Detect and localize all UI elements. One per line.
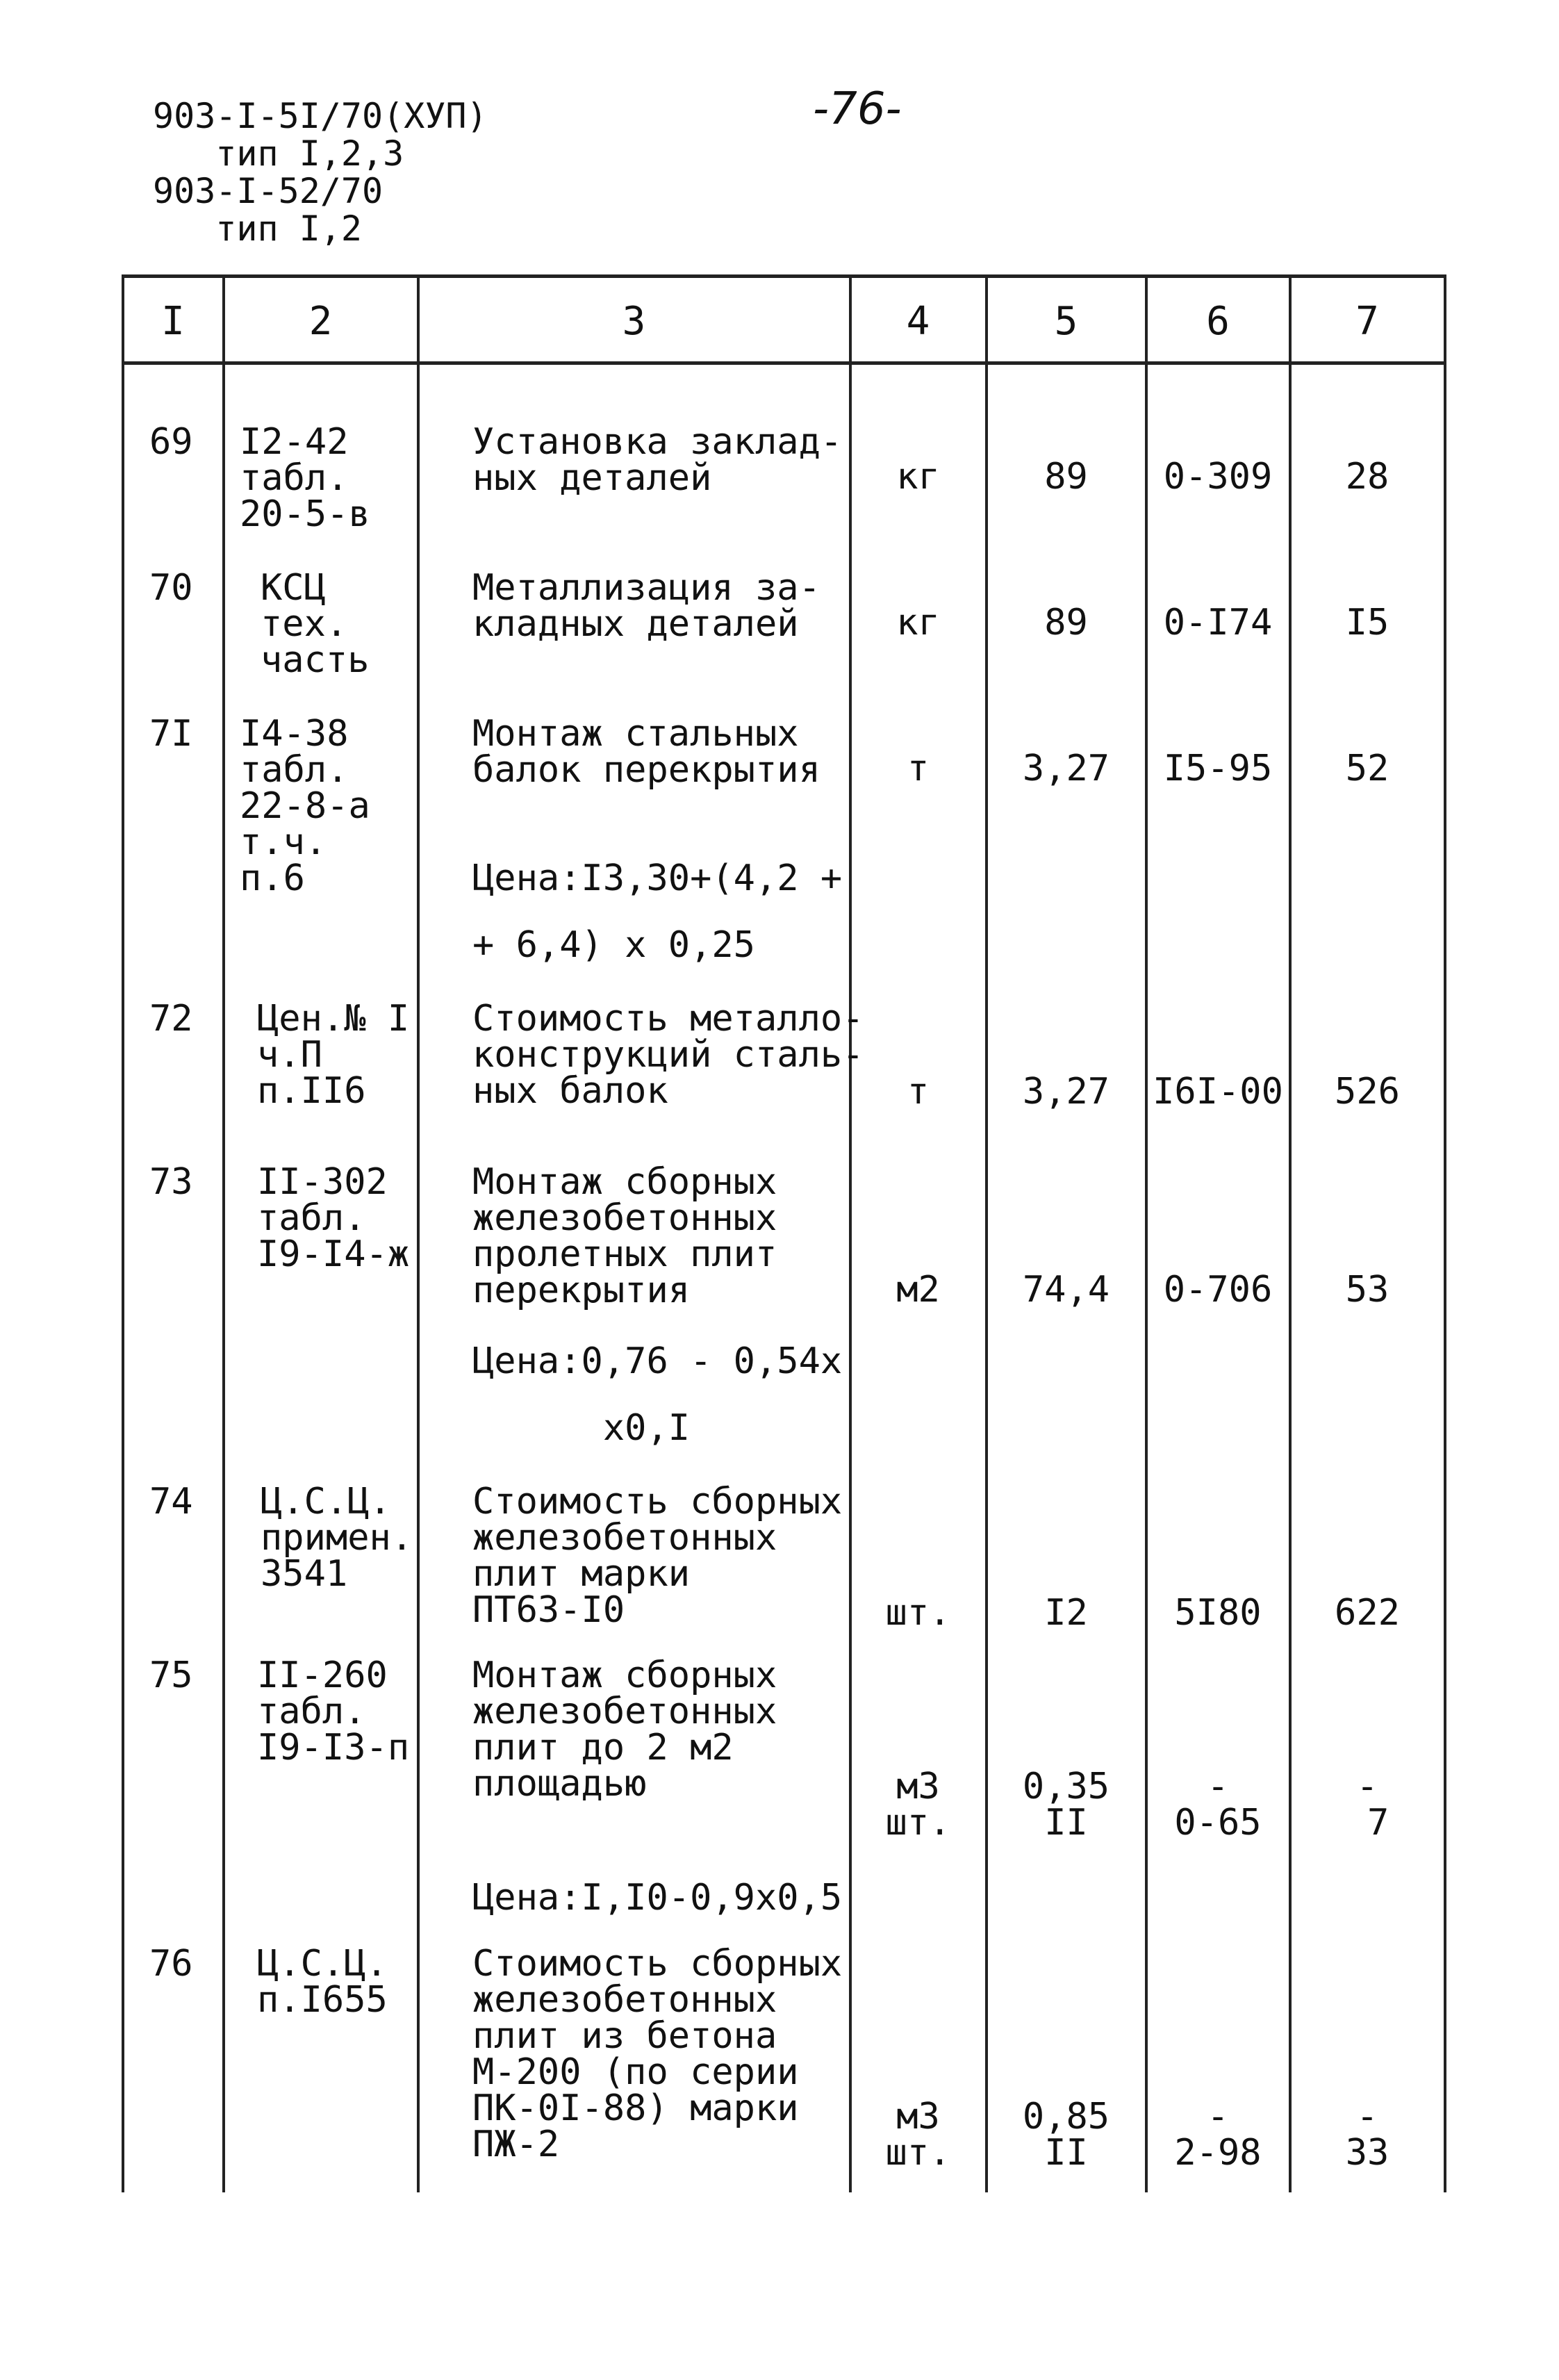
unit: т xyxy=(907,1071,930,1113)
page-number: -76- xyxy=(813,83,902,135)
document-code-line: 903-I-52/70 xyxy=(153,171,383,211)
table-header-border xyxy=(122,361,1445,365)
total-cost: - 33 xyxy=(1345,2096,1389,2174)
quantity: 3,27 xyxy=(1022,1071,1110,1113)
quantity: 89 xyxy=(1044,456,1088,498)
quantity: 0,35 II xyxy=(1022,1766,1110,1844)
unit: т xyxy=(907,748,930,789)
unit-price: - 0-65 xyxy=(1174,1766,1262,1844)
column-divider xyxy=(985,274,988,2192)
row-number: 75 xyxy=(149,1655,193,1696)
column-header-1: I xyxy=(161,299,185,344)
unit-price: I6I-00 xyxy=(1153,1071,1283,1113)
norm-reference: КСЦ тех. часть xyxy=(261,567,370,681)
work-description: Стоимость сборных железобетонных плит из бетона М-200 (по серии ПК-0I-88) марки ПЖ-2 xyxy=(472,1943,843,2165)
price-note: Цена:I,I0-0,9х0,5 xyxy=(472,1877,843,1919)
total-cost: 526 xyxy=(1335,1071,1400,1113)
quantity: 3,27 xyxy=(1022,748,1110,789)
unit: кг xyxy=(896,602,940,643)
unit-price: I5-95 xyxy=(1163,748,1273,789)
total-cost: - 7 xyxy=(1356,1766,1389,1844)
work-description: Стоимость металло- конструкций сталь- ных балок xyxy=(472,998,864,1112)
norm-reference: II-302 табл. I9-I4-ж xyxy=(257,1161,410,1275)
column-header-6: 6 xyxy=(1206,299,1230,344)
total-cost: 622 xyxy=(1335,1592,1400,1634)
unit-price: 0-309 xyxy=(1163,456,1273,498)
unit-price: 0-I74 xyxy=(1163,602,1273,643)
document-code-line: тип I,2 xyxy=(153,208,363,249)
row-number: 72 xyxy=(149,998,193,1040)
document-code-block xyxy=(153,97,488,247)
quantity: I2 xyxy=(1044,1592,1088,1634)
unit: м3 шт. xyxy=(885,2096,951,2174)
norm-reference: Цен.№ I ч.П п.II6 xyxy=(257,998,410,1112)
column-divider xyxy=(1444,274,1446,2192)
price-note: Цена:I3,30+(4,2 + + 6,4) х 0,25 xyxy=(472,857,843,966)
column-header-2: 2 xyxy=(308,299,333,344)
norm-reference: Ц.С.Ц. п.I655 xyxy=(257,1943,388,2021)
column-divider xyxy=(122,274,124,2192)
row-number: 70 xyxy=(149,567,193,609)
column-divider xyxy=(1145,274,1148,2192)
row-number: 73 xyxy=(149,1161,193,1203)
unit-price: 5I80 xyxy=(1174,1592,1262,1634)
quantity: 74,4 xyxy=(1022,1269,1110,1311)
table-top-border xyxy=(122,274,1445,278)
norm-reference: I4-38 табл. 22-8-а т.ч. п.6 xyxy=(240,713,370,899)
total-cost: 53 xyxy=(1345,1269,1389,1311)
column-divider xyxy=(1289,274,1292,2192)
column-header-3: 3 xyxy=(622,299,646,344)
column-header-5: 5 xyxy=(1054,299,1078,344)
column-header-7: 7 xyxy=(1355,299,1379,344)
price-note: Цена:0,76 - 0,54х х0,I xyxy=(472,1340,843,1449)
row-number: 7I xyxy=(149,713,193,755)
column-divider xyxy=(222,274,225,2192)
document-code-line: 903-I-5I/70(XУП) xyxy=(153,96,488,136)
work-description: Стоимость сборных железобетонных плит марки ПТ63-I0 xyxy=(472,1481,843,1631)
work-description: Установка заклад- ных деталей xyxy=(472,421,843,499)
column-divider xyxy=(417,274,420,2192)
column-header-4: 4 xyxy=(906,299,930,344)
document-code-line: тип I,2,3 xyxy=(153,133,404,174)
work-description: Монтаж сборных железобетонных плит до 2 м2 площадью xyxy=(472,1655,777,1805)
unit-price: 0-706 xyxy=(1163,1269,1273,1311)
norm-reference: Ц.С.Ц. примен. 3541 xyxy=(261,1481,413,1595)
work-description: Монтаж стальных балок перекрытия xyxy=(472,713,820,791)
work-description: Монтаж сборных железобетонных пролетных плит перекрытия xyxy=(472,1161,777,1311)
unit: м2 xyxy=(896,1269,940,1311)
total-cost: 28 xyxy=(1345,456,1389,498)
quantity: 0,85 II xyxy=(1022,2096,1110,2174)
total-cost: 52 xyxy=(1345,748,1389,789)
work-description: Металлизация за- кладных деталей xyxy=(472,567,820,645)
unit: кг xyxy=(896,456,940,498)
unit: шт. xyxy=(885,1592,951,1634)
row-number: 69 xyxy=(149,421,193,463)
row-number: 76 xyxy=(149,1943,193,1985)
unit: м3 шт. xyxy=(885,1766,951,1844)
column-divider xyxy=(849,274,852,2192)
unit-price: - 2-98 xyxy=(1174,2096,1262,2174)
total-cost: I5 xyxy=(1345,602,1389,643)
quantity: 89 xyxy=(1044,602,1088,643)
row-number: 74 xyxy=(149,1481,193,1523)
norm-reference: II-260 табл. I9-I3-п xyxy=(257,1655,410,1768)
norm-reference: I2-42 табл. 20-5-в xyxy=(240,421,370,535)
